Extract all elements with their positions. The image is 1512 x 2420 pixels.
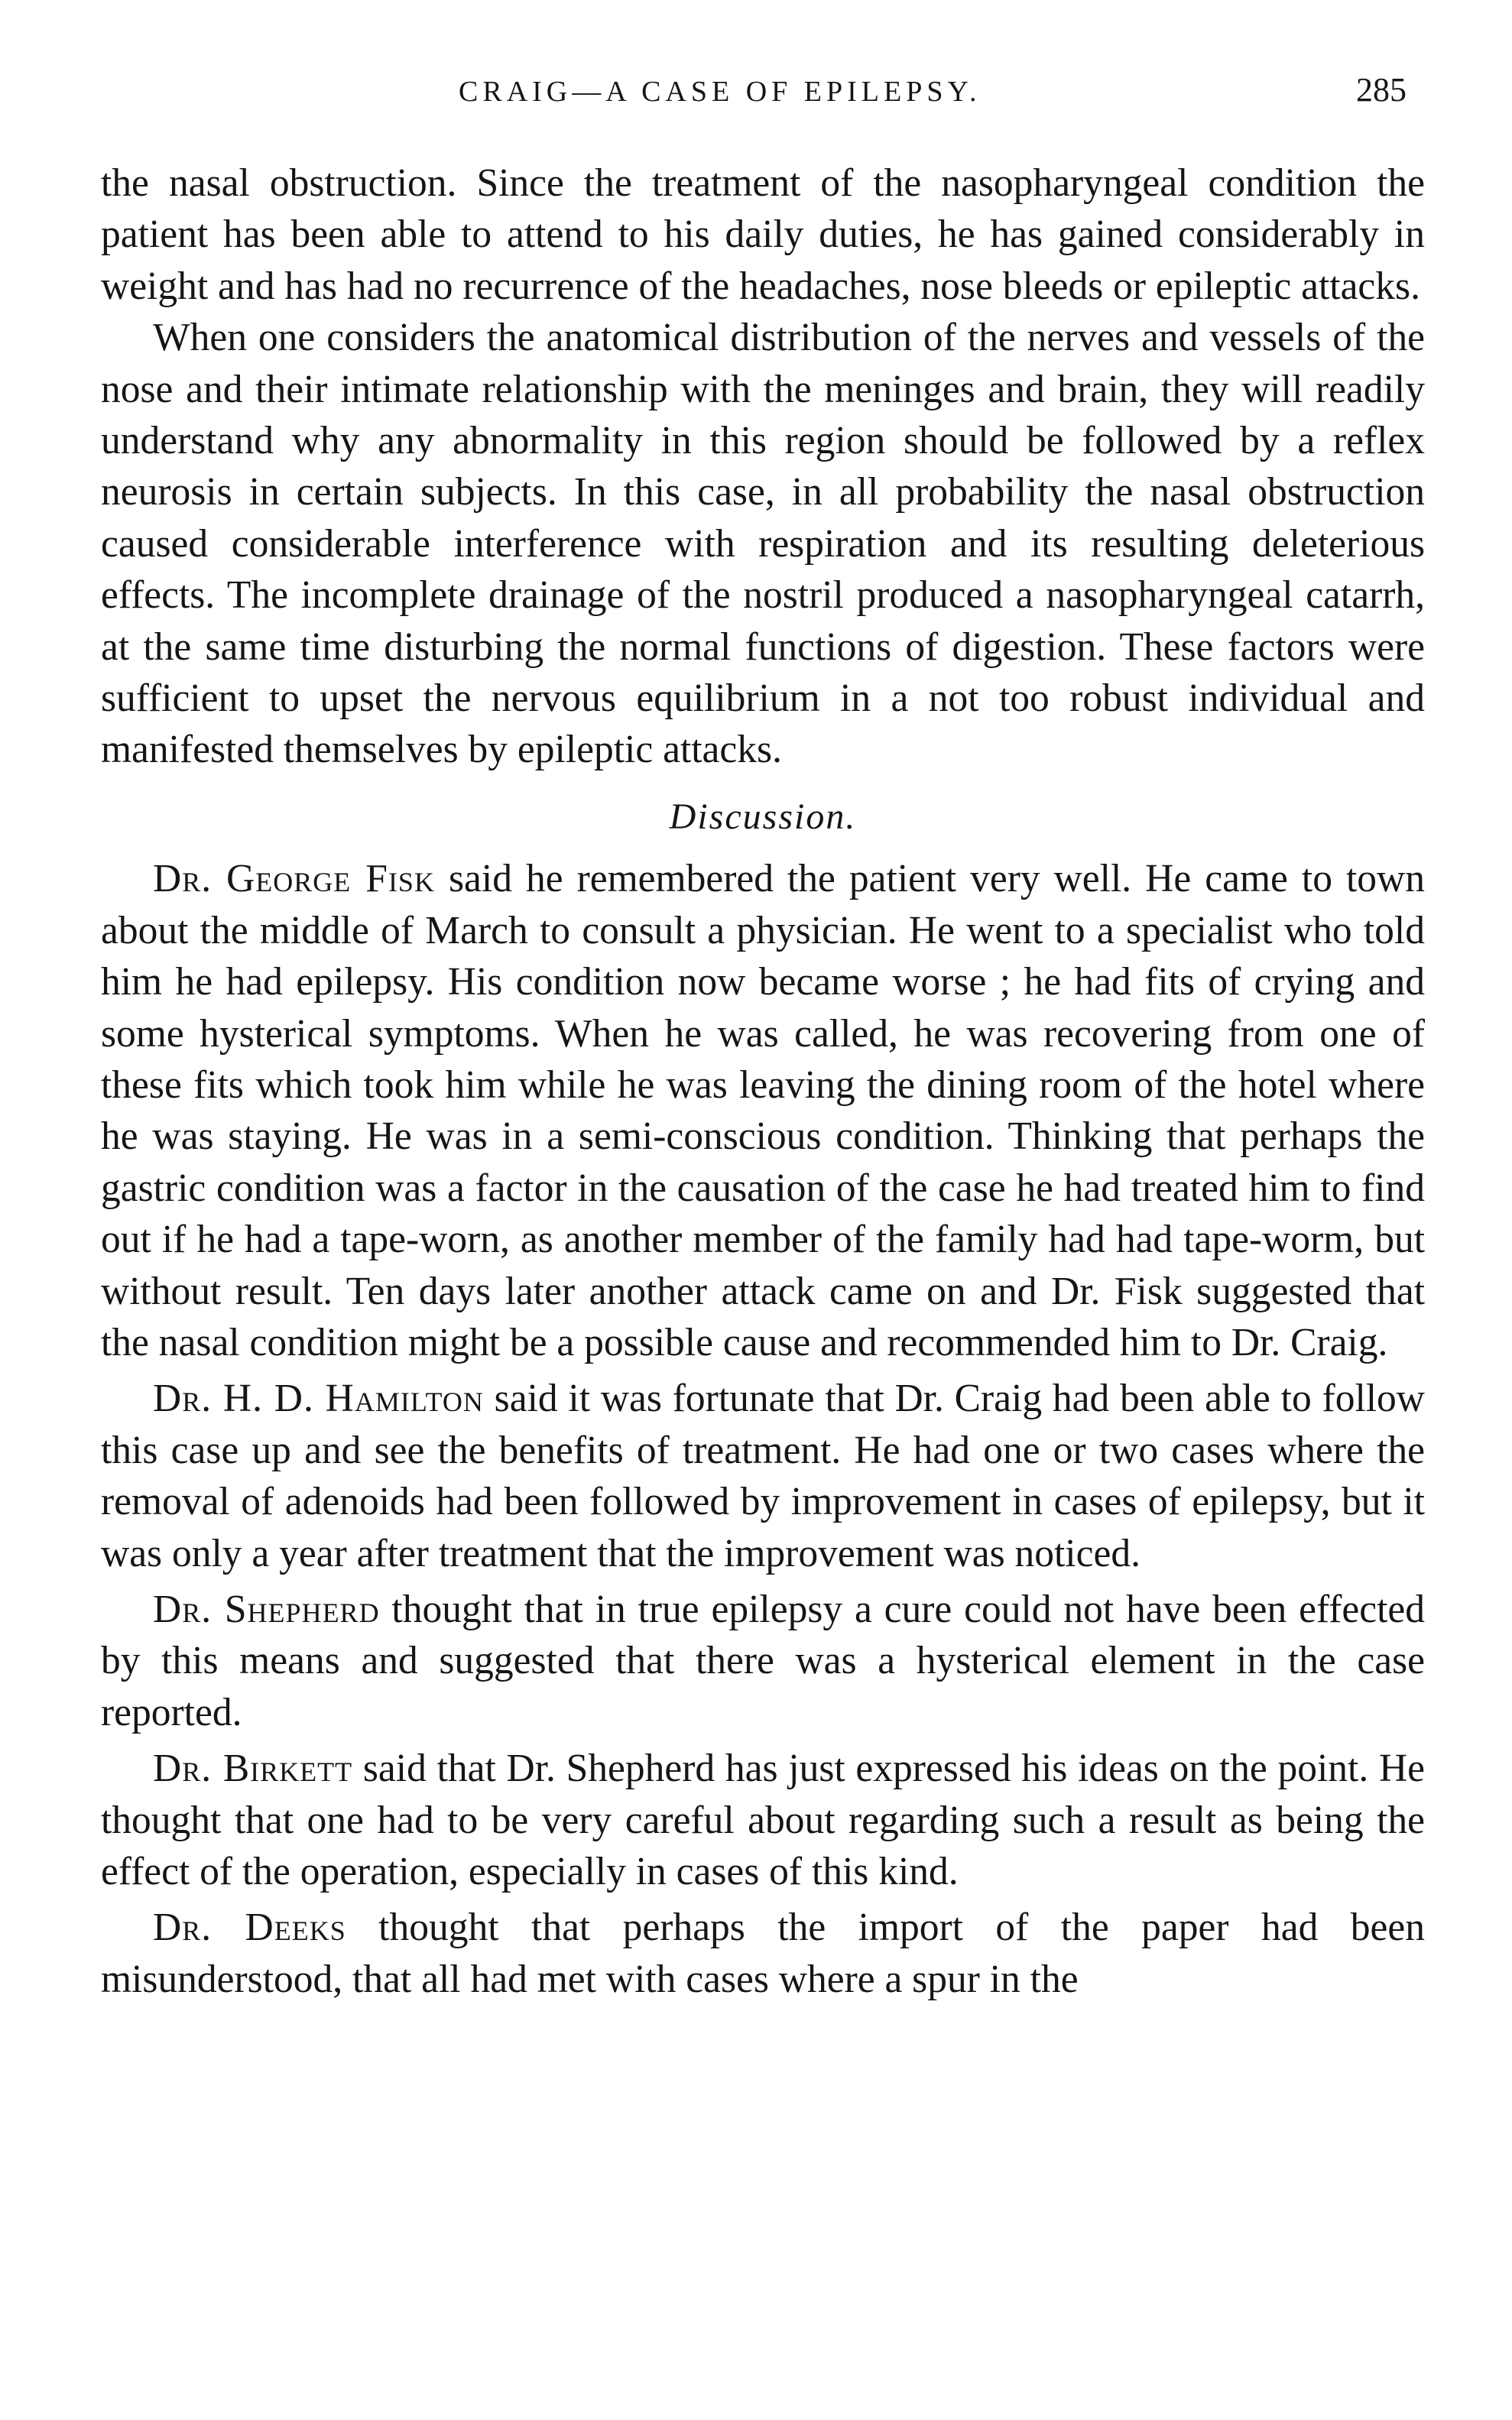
discussion-text: said that Dr. Shepherd has just expressed his ideas on the point. He thought that one had to be very careful about regarding such a result as being the effect of the operation, especially in cases of this kind.: [101, 1747, 1425, 1893]
discussion-text: thought that in true epilepsy a cure could not have been effected by this means and suggested that there was a hysterical element in the case reported.: [101, 1587, 1425, 1734]
page-number: 285: [1356, 71, 1407, 109]
speaker-name: Dr. Deeks: [153, 1906, 346, 1950]
running-title: CRAIG—A CASE OF EPILEPSY.: [459, 76, 982, 108]
discussion-entry: [101, 1584, 1425, 1738]
discussion-text: thought that perhaps the import of the paper had been misunderstood, that all had met with cases where a spur in the: [101, 1906, 1425, 2001]
discussion-entry: [101, 1743, 1425, 1897]
discussion-entry: [101, 1902, 1425, 2005]
body-paragraph: When one considers the anatomical distribution of the nerves and vessels of the nose and their intimate relationship with the meninges and brain, they will readily understand why any abnormality in this region should be followed by a reflex neurosis in certain subjects. In this case, in all probability the nasal obstruction caused considerable interference with respiration and its resulting deleterious effects. The incomplete drainage of the nostril produced a nasopharyngeal catarrh, at the same time disturbing the normal functions of digestion. These factors were sufficient to upset the nervous equilibrium in a not too robust individual and manifested themselves by epileptic attacks.: [101, 316, 1425, 772]
discussion-text: said he remembered the patient very well. He came to town about the middle of March to consult a physician. He went to a specialist who told him he had epilepsy. His condition now became worse ; he had fits of crying and some hysterical symptoms. When he was called, he was recovering from one of these fits which took him while he was leaving the dining room of the hotel where he was staying. He was in a semi-conscious condition. Thinking that perhaps the gastric condition was a factor in the causation of the case he had treated him to find out if he had a tape-worn, as another member of the family had had tape-worm, but without result. Ten days later another attack came on and Dr. Fisk suggested that the nasal condition might be a possible cause and recommended him to Dr. Craig.: [101, 857, 1425, 1364]
speaker-name: Dr. Shepherd: [153, 1587, 380, 1631]
discussion-entry: [101, 1373, 1425, 1579]
discussion-entry: [101, 853, 1425, 1368]
discussion-text: said it was fortunate that Dr. Craig had been able to follow this case up and see the benefits of treatment. He had one or two cases where the removal of adenoids had been followed by improvement in cases of epilepsy, but it was only a year after treatment that the improvement was noticed.: [101, 1377, 1426, 1575]
running-head: [99, 71, 1414, 121]
article-body: [101, 157, 1425, 2005]
body-paragraph: the nasal obstruction. Since the treatment of the nasopharyngeal condition the patient has been able to attend to his daily duties, he has gained considerably in weight and has had no recurrence of the headaches, nose bleeds or epileptic attacks.: [101, 161, 1425, 308]
discussion-heading: Discussion.: [669, 796, 857, 837]
speaker-name: Dr. H. D. Hamilton: [153, 1377, 484, 1421]
speaker-name: Dr. Birkett: [153, 1747, 353, 1791]
speaker-name: Dr. George Fisk: [153, 857, 435, 901]
